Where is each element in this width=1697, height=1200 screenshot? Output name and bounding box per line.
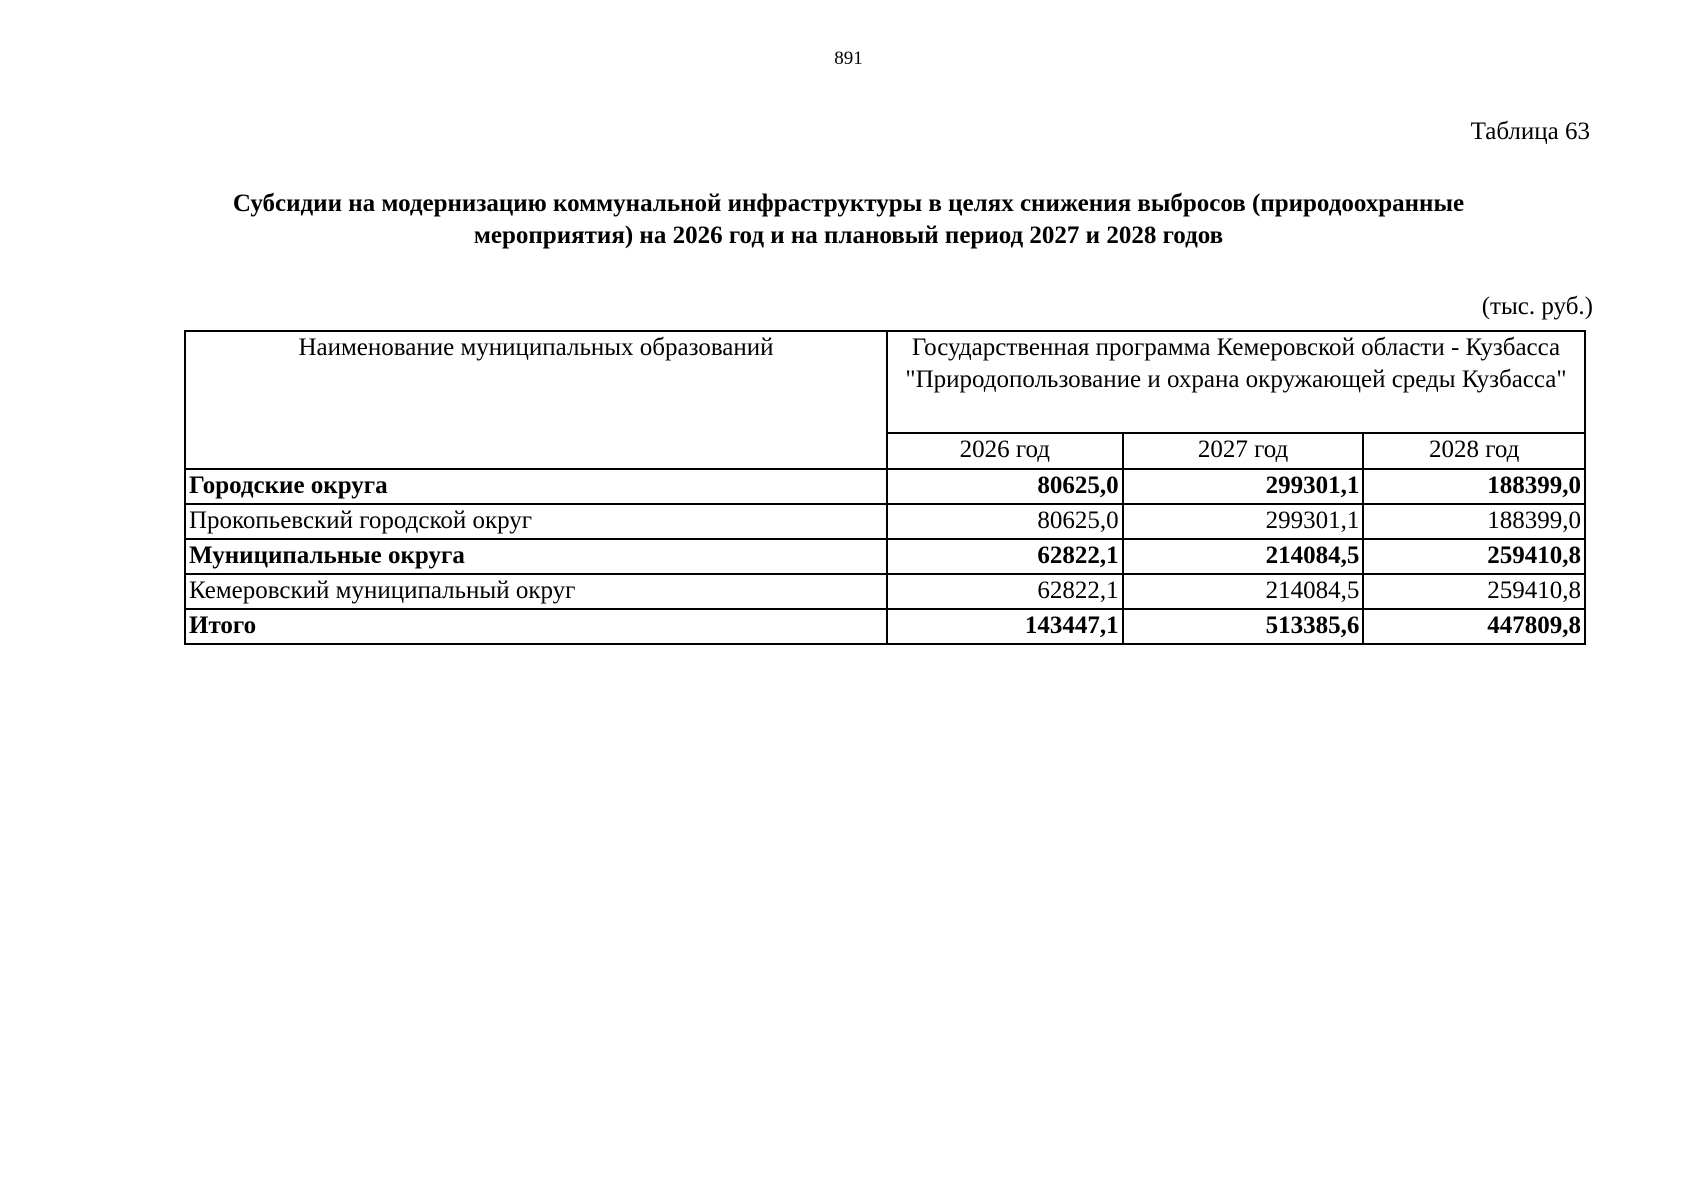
row-value-2026: 143447,1 xyxy=(887,609,1123,644)
row-value-2028: 188399,0 xyxy=(1363,469,1585,504)
table-row xyxy=(185,469,1585,504)
row-value-2026: 80625,0 xyxy=(887,469,1123,504)
row-name: Муниципальные округа xyxy=(185,539,887,574)
units-label: (тыс. руб.) xyxy=(1481,293,1593,320)
table-row xyxy=(185,574,1585,609)
row-name: Городские округа xyxy=(185,469,887,504)
row-value-2027: 214084,5 xyxy=(1123,539,1364,574)
document-title xyxy=(150,188,1547,252)
document-title-line-1: Субсидии на модернизацию коммунальной инфраструктуры в целях снижения выбросов (природоохранные xyxy=(232,190,1465,217)
row-value-2026: 80625,0 xyxy=(887,504,1123,539)
row-value-2027: 299301,1 xyxy=(1123,504,1364,539)
row-value-2026: 62822,1 xyxy=(887,574,1123,609)
table-row xyxy=(185,504,1585,539)
row-value-2028: 259410,8 xyxy=(1363,539,1585,574)
document-title-line-2: мероприятия) на 2026 год и на плановый период 2027 и 2028 годов xyxy=(473,222,1224,249)
row-value-2027: 214084,5 xyxy=(1123,574,1364,609)
row-value-2028: 188399,0 xyxy=(1363,504,1585,539)
row-value-2027: 513385,6 xyxy=(1123,609,1364,644)
subsidies-table xyxy=(184,330,1586,645)
table-row xyxy=(185,539,1585,574)
header-state-program: Государственная программа Кемеровской области - Кузбасса "Природопользование и охрана окружающей среды Кузбасса" xyxy=(887,331,1585,433)
page-number: 891 xyxy=(834,48,863,69)
table-header-row xyxy=(185,331,1585,433)
row-value-2026: 62822,1 xyxy=(887,539,1123,574)
table-total-row xyxy=(185,609,1585,644)
header-year-2028: 2028 год xyxy=(1363,433,1585,469)
header-year-2027: 2027 год xyxy=(1123,433,1364,469)
header-municipality-name: Наименование муниципальных образований xyxy=(185,331,887,469)
row-value-2028: 259410,8 xyxy=(1363,574,1585,609)
table-label: Таблица 63 xyxy=(1470,118,1590,145)
row-name: Прокопьевский городской округ xyxy=(185,504,887,539)
header-year-2026: 2026 год xyxy=(887,433,1123,469)
row-value-2027: 299301,1 xyxy=(1123,469,1364,504)
row-value-2028: 447809,8 xyxy=(1363,609,1585,644)
row-name: Итого xyxy=(185,609,887,644)
row-name: Кемеровский муниципальный округ xyxy=(185,574,887,609)
